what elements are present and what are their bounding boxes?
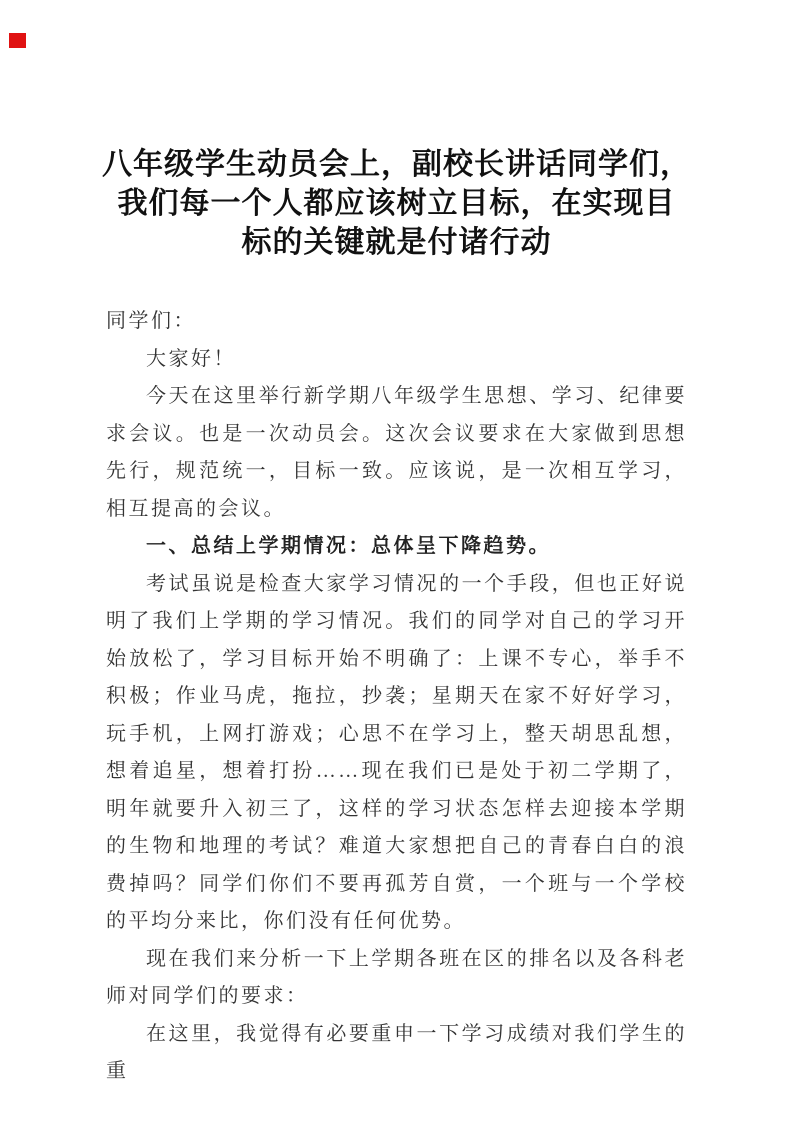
section-heading: 一、总结上学期情况：总体呈下降趋势。 <box>146 535 551 557</box>
intro-paragraph: 今天在这里举行新学期八年级学生思想、学习、纪律要求会议。也是一次动员会。这次会议要求在大家做到思想先行，规范统一，目标一致。应该说，是一次相互学习，相互提高的会议。 <box>106 385 687 520</box>
greeting: 大家好！ <box>146 347 236 370</box>
body-paragraph: 考试虽说是检查大家学习情况的一个手段，但也正好说明了我们上学期的学习情况。我们的同学对自己的学习开始放松了，学习目标开始不明确了：上课不专心，举手不积极；作业马虎，拖拉，抄袭；星期天在家不好好学习，玩手机，上网打游戏；心思不在学习上，整天胡思乱想，想着追星，想着打扮……现在我们已是处于初二学期了，明年就要升入初三了，这样的学习状态怎样去迎接本学期的生物和地理的考试？难道大家想把自己的青春白白的浪费掉吗？同学们你们不要再孤芳自赏，一个班与一个学校的平均分来比，你们没有任何优势。 <box>106 572 687 932</box>
salutation: 同学们： <box>106 310 196 332</box>
title-line-2: 我们每一个人都应该树立目标，在实现目 <box>117 187 676 220</box>
analysis-paragraph: 现在我们来分析一下上学期各班在区的排名以及各科老师对同学们的要求： <box>106 947 687 1007</box>
title-line-1: 八年级学生动员会上，副校长讲话同学们， <box>102 148 691 181</box>
red-mark <box>9 33 26 48</box>
document-title <box>95 145 698 262</box>
document-body <box>106 303 687 1091</box>
closing-paragraph: 在这里，我觉得有必要重申一下学习成绩对我们学生的重 <box>106 1022 687 1082</box>
title-line-3: 标的关键就是付诸行动 <box>241 226 552 259</box>
